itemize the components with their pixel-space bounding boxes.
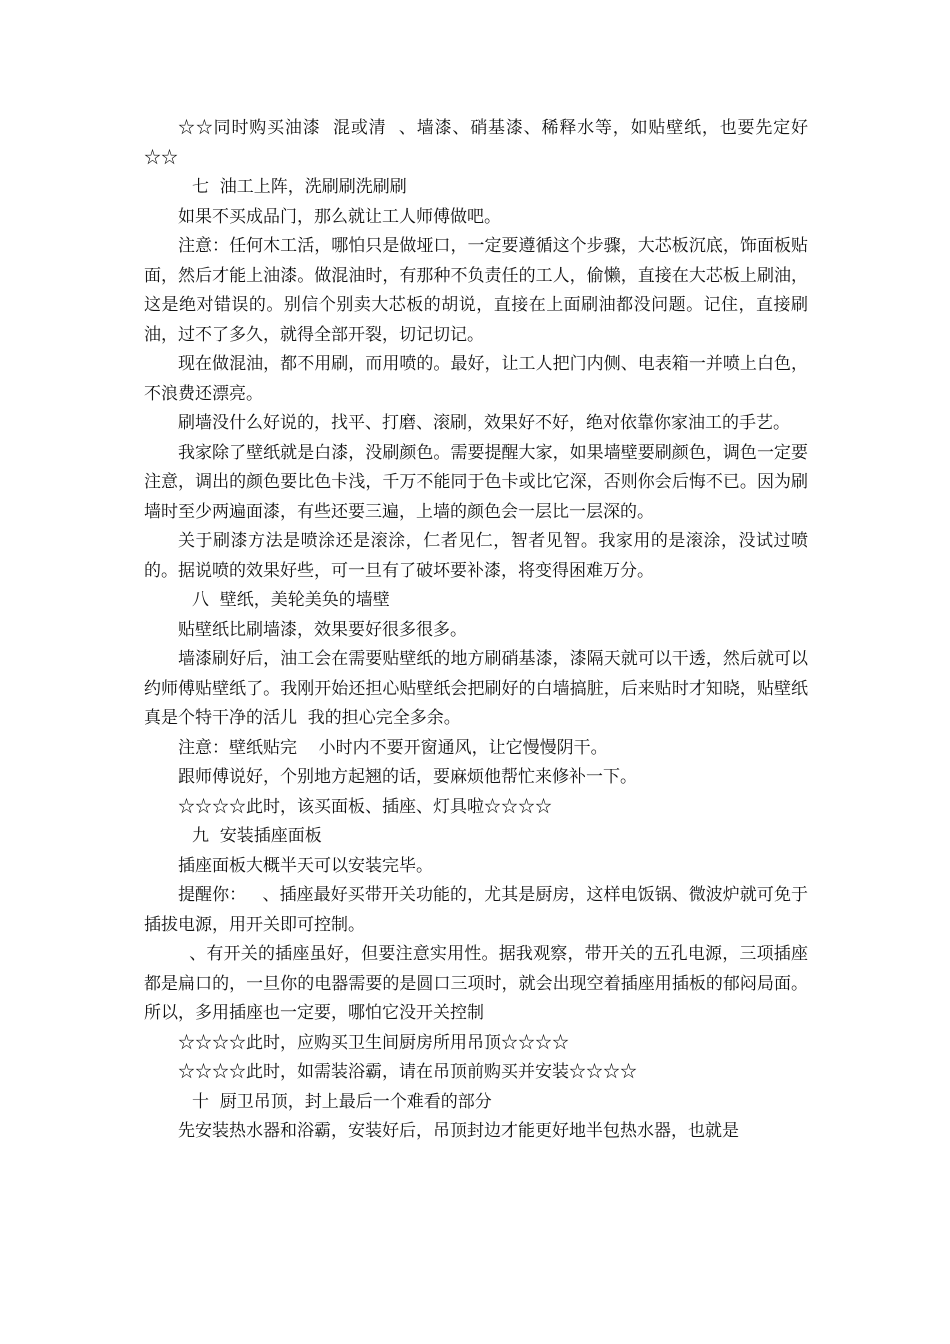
paragraph: 现在做混油，都不用刷，而用喷的。最好，让工人把门内侧、电表箱一并喷上白色，不浪费还漂亮。	[144, 354, 808, 404]
paragraph: 先安装热水器和浴霸，安装好后，吊顶封边才能更好地半包热水器，也就是	[178, 1121, 739, 1141]
section-heading-9: 九 安装插座面板	[192, 826, 322, 846]
paragraph-star-note: ☆☆☆☆此时，该买面板、插座、灯具啦☆☆☆☆	[178, 796, 552, 817]
document-page	[144, 114, 808, 1147]
paragraph: 插座面板大概半天可以安装完毕。	[178, 855, 433, 876]
paragraph: 墙漆刷好后，油工会在需要贴壁纸的地方刷硝基漆，漆隔天就可以干透，然后就可以约师傅贴壁纸了。我刚开始还担心贴壁纸会把刷好的白墙搞脏，后来贴时才知晓，贴壁纸真是个特干净的活儿 我的担心完全多余。	[144, 649, 808, 728]
paragraph: 提醒你： 、插座最好买带开关功能的，尤其是厨房，这样电饭锅、微波炉就可免于插拔电源，用开关即可控制。	[144, 885, 808, 935]
section-heading-8: 八 壁纸，美轮美奂的墙壁	[192, 590, 390, 610]
paragraph-star-note: ☆☆☆☆此时，如需装浴霸，请在吊顶前购买并安装☆☆☆☆	[178, 1062, 637, 1082]
paragraph: 关于刷漆方法是喷涂还是滚涂，仁者见仁，智者见智。我家用的是滚涂，没试过喷的。据说喷的效果好些，可一旦有了破坏要补漆，将变得困难万分。	[144, 531, 808, 581]
section-heading-7: 七 油工上阵，洗刷刷洗刷刷	[192, 177, 407, 197]
paragraph: 、有开关的插座虽好，但要注意实用性。据我观察，带开关的五孔电源，三项插座都是扁口的，一旦你的电器需要的是圆口三项时，就会出现空着插座用插板的郁闷局面。所以，多用插座也一定要，哪怕它没开关控制	[144, 944, 809, 1023]
paragraph-purchase-paint: ☆☆同时购买油漆 混或清 、墙漆、硝基漆、稀释水等，如贴壁纸，也要先定好☆☆	[144, 118, 808, 168]
paragraph: 我家除了壁纸就是白漆，没刷颜色。需要提醒大家，如果墙壁要刷颜色，调色一定要注意，调出的颜色要比色卡浅，千万不能同于色卡或比它深，否则你会后悔不已。因为刷墙时至少两遍面漆，有些还要三遍，上墙的颜色会一层比一层深的。	[144, 442, 808, 522]
paragraph: 跟师傅说好，个别地方起翘的话，要麻烦他帮忙来修补一下。	[178, 767, 637, 787]
paragraph: 注意：任何木工活，哪怕只是做垭口，一定要遵循这个步骤，大芯板沉底，饰面板贴面，然后才能上油漆。做混油时，有那种不负责任的工人，偷懒，直接在大芯板上刷油，这是绝对错误的。别信个别卖大芯板的胡说，直接在上面刷油都没问题。记住，直接刷油，过不了多久，就得全部开裂，切记切记。	[144, 236, 808, 345]
paragraph-star-note: ☆☆☆☆此时，应购买卫生间厨房所用吊顶☆☆☆☆	[178, 1032, 569, 1053]
section-heading-10: 十 厨卫吊顶，封上最后一个难看的部分	[192, 1091, 492, 1112]
paragraph: 刷墙没什么好说的，找平、打磨、滚刷，效果好不好，绝对依靠你家油工的手艺。	[178, 413, 790, 433]
paragraph: 注意：壁纸贴完 小时内不要开窗通风，让它慢慢阴干。	[178, 737, 608, 758]
paragraph: 如果不买成品门，那么就让工人师傅做吧。	[178, 206, 501, 227]
paragraph: 贴壁纸比刷墙漆，效果要好很多很多。	[178, 619, 467, 640]
